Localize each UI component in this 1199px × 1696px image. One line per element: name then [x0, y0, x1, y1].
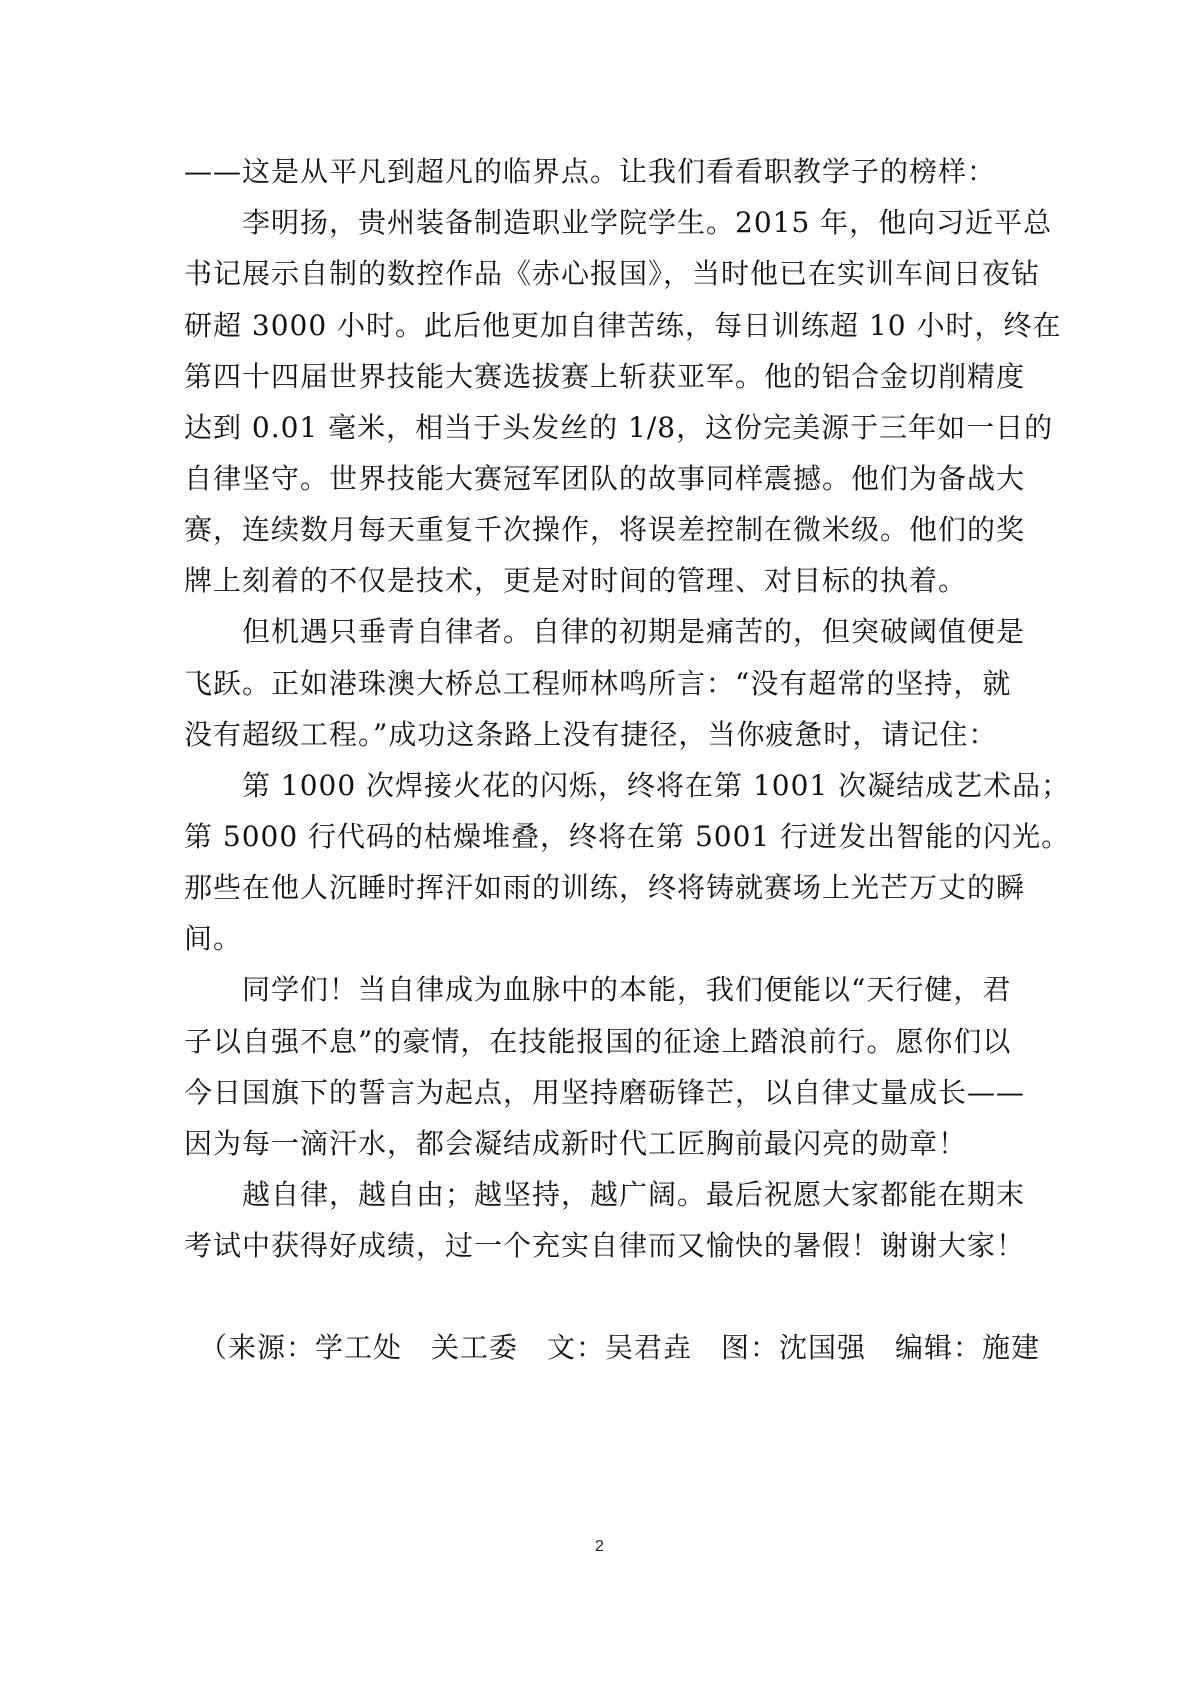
text-line-15: 那些在他人沉睡时挥汗如雨的训练，终将铸就赛场上光芒万丈的瞬 — [184, 871, 1026, 904]
text-line-13: 第 1000 次焊接火花的闪烁，终将在第 1001 次凝结成艺术品； — [184, 769, 1071, 802]
text-line-19: 今日国旗下的誓言为起点，用坚持磨砺锋芒，以自律丈量成长—— — [184, 1076, 1026, 1109]
text-line-6: 达到 0.01 毫米，相当于头发丝的 1/8，这份完美源于三年如一日的 — [184, 411, 1054, 444]
text-line-7: 自律坚守。世界技能大赛冠军团队的故事同样震撼。他们为备战大 — [184, 462, 1026, 495]
text-line-18: 子以自强不息”的豪情，在技能报国的征途上踏浪前行。愿你们以 — [184, 1025, 1012, 1058]
text-line-16: 间。 — [184, 922, 243, 955]
text-line-8: 赛，连续数月每天重复千次操作，将误差控制在微米级。他们的奖 — [184, 513, 1026, 546]
text-line-20: 因为每一滴汗水，都会凝结成新时代工匠胸前最闪亮的勋章！ — [184, 1127, 968, 1160]
text-line-1: ——这是从平凡到超凡的临界点。让我们看看职教学子的榜样： — [184, 155, 997, 188]
text-line-22: 考试中获得好成绩，过一个充实自律而又愉快的暑假！谢谢大家！ — [184, 1229, 1026, 1262]
page-number: 2 — [595, 1538, 604, 1555]
source-credit-line: （来源：学工处 关工委 文：吴君垚 图：沈国强 编辑：施建 — [184, 1331, 1041, 1364]
text-line-9: 牌上刻着的不仅是技术，更是对时间的管理、对目标的执着。 — [184, 564, 968, 597]
text-line-11: 飞跃。正如港珠澳大桥总工程师林鸣所言：“没有超常的坚持，就 — [184, 667, 1012, 700]
text-line-14: 第 5000 行代码的枯燥堆叠，终将在第 5001 行迸发出智能的闪光。 — [184, 820, 1071, 853]
text-line-12: 没有超级工程。”成功这条路上没有捷径，当你疲惫时，请记住： — [184, 718, 998, 751]
text-line-17: 同学们！当自律成为血脉中的本能，我们便能以“天行健，君 — [184, 973, 1012, 1006]
text-line-5: 第四十四届世界技能大赛选拔赛上斩获亚军。他的铝合金切削精度 — [184, 360, 1026, 393]
text-line-4: 研超 3000 小时。此后他更加自律苦练，每日训练超 10 小时，终在 — [184, 309, 1062, 342]
text-line-21: 越自律，越自由；越坚持，越广阔。最后祝愿大家都能在期末 — [184, 1178, 1026, 1211]
text-line-3: 书记展示自制的数控作品《赤心报国》，当时他已在实训车间日夜钻 — [184, 257, 1041, 290]
text-line-2: 李明扬，贵州装备制造职业学院学生。2015 年，他向习近平总 — [184, 206, 1053, 239]
text-line-10: 但机遇只垂青自律者。自律的初期是痛苦的，但突破阈值便是 — [184, 615, 1026, 648]
